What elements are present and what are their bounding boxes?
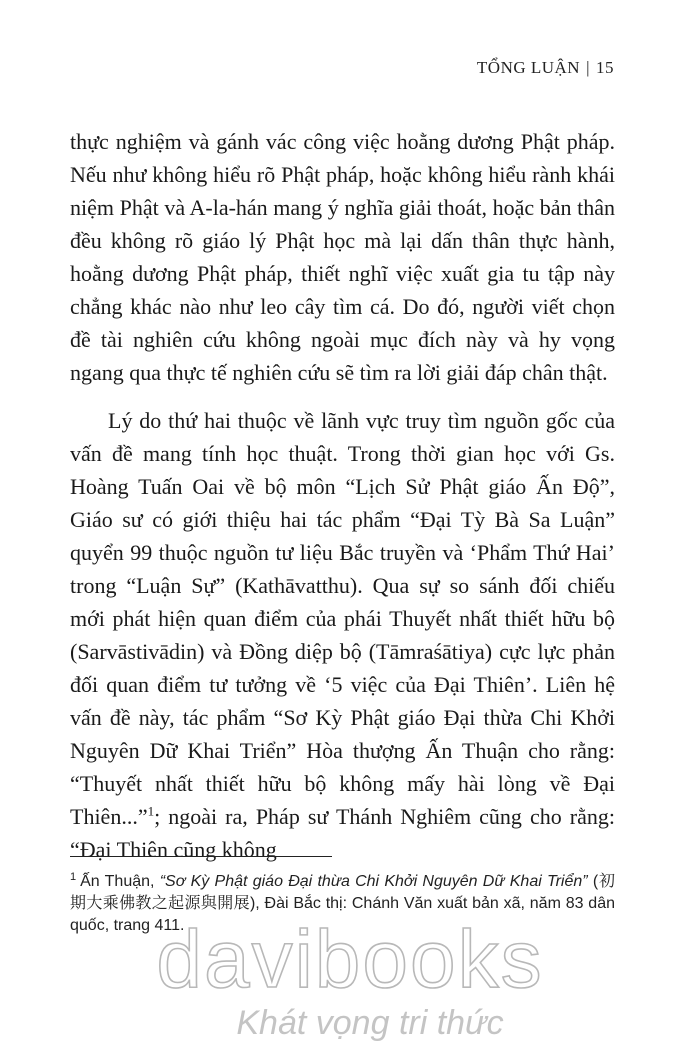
section-title: TỔNG LUẬN	[476, 58, 581, 77]
footnote-author: Ấn Thuận,	[80, 873, 160, 890]
header-separator: |	[586, 58, 590, 77]
paragraph-2	[70, 404, 615, 866]
watermark-brand: davibooks	[156, 914, 544, 1005]
watermark	[0, 915, 700, 1043]
watermark-slogan: Khát vọng tri thức	[236, 1004, 504, 1042]
footnote-mark: 1	[70, 870, 77, 883]
body-text	[70, 125, 615, 866]
footnote-divider	[70, 856, 332, 857]
footnote-publication: , Đài Bắc thị: Chánh Văn xuất bản xã, năm 83 dân quốc, trang 411.	[70, 895, 616, 934]
footnote-chinese-title: (初期大乘佛教之起源與開展)	[70, 873, 616, 912]
running-head	[477, 58, 614, 78]
paragraph-2-text: Lý do thứ hai thuộc về lãnh vực truy tìm nguồn gốc của vấn đề mang tính học thuật. Trong thời gian học với Gs. Hoàng Tuấn Oai về bộ môn “Lịch Sử Phật giáo Ấn Độ”, Giáo sư có giới thiệu hai tác phẩm “Đại Tỳ Bà Sa Luận” quyển 99 thuộc nguồn tư liệu Bắc truyền và ‘Phẩm Thứ Hai’ trong “Luận Sự” (Kathāvatthu). Qua sự so sánh đối chiếu mới phát hiện quan điểm của phái Thuyết nhất thiết hữu bộ (Sarvāstivādin) và Đồng diệp bộ (Tāmraśātiya) cực lực phản đối quan điểm tư tưởng về ‘5 việc của Đại Thiên’. Liên hệ vấn đề này, tác phẩm “Sơ Kỳ Phật giáo Đại thừa Chi Khởi Nguyên Dữ Khai Triển” Hòa thượng Ấn Thuận cho rằng: “Thuyết nhất thiết hữu bộ không mấy hài lòng về Đại Thiên...”	[70, 408, 615, 829]
page-number: 15	[596, 58, 614, 77]
footnote-reference: 1	[147, 803, 155, 819]
paragraph-1: thực nghiệm và gánh vác công việc hoằng dương Phật pháp. Nếu như không hiểu rõ Phật pháp, hoặc không hiểu rành khái niệm Phật và A-la-hán mang ý nghĩa giải thoát, hoặc bản thân đều không rõ giáo lý Phật học mà lại dấn thân thực hành, hoằng dương Phật pháp, thiết nghĩ việc xuất gia tu tập này chẳng khác nào như leo cây tìm cá. Do đó, người viết chọn đề tài nghiên cứu không ngoài mục đích này và hy vọng ngang qua thực tế nghiên cứu sẽ tìm ra lời giải đáp chân thật.	[70, 129, 615, 385]
footnote-title: “Sơ Kỳ Phật giáo Đại thừa Chi Khởi Nguyên Dữ Khai Triển”	[159, 873, 588, 890]
paragraph-2-continuation: ; ngoài ra, Pháp sư Thánh Nghiêm cũng cho rằng: “Đại Thiên cũng không	[70, 804, 615, 862]
